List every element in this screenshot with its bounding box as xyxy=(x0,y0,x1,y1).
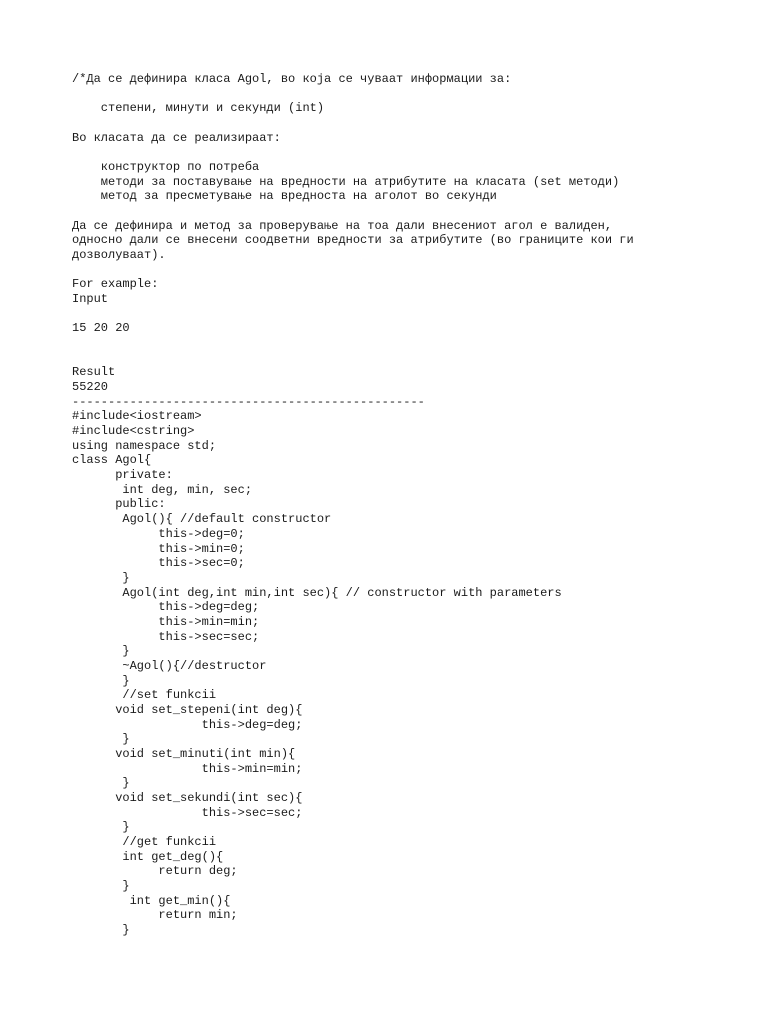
document-text: /*Да се дефинира класа Agol, во која се чуваат информации за: степени, минути и секунди (int) Во класата да се реализираат: конструктор по потреба методи за поставување на вредности на атрибутите на класата (set методи) метод за пресметување на вредноста на аголот во секунди Да се дефинира и метод за проверување на тоа дали внесениот агол е валиден, односно дали се внесени соодветни вредности за атрибутите (во границите кои ги дозволуваат). For example: Input 15 20 20 Result 55220 ------------------------------------------------- #include<iostream> #include<cstring> using namespace std; class Agol{ private: int deg, min, sec; public: Agol(){ //default constructor this->deg=0; this->min=0; this->sec=0; } Agol(int deg,int min,int sec){ // constructor with parameters this->deg=deg; this->min=min; this->sec=sec; } ~Agol(){//destructor } //set funkcii void set_stepeni(int deg){ this->deg=deg; } void set_minuti(int min){ this->min=min; } void set_sekundi(int sec){ this->sec=sec; } //get funkcii int get_deg(){ return deg; } int get_min(){ return min; } xyxy=(72,72,634,937)
